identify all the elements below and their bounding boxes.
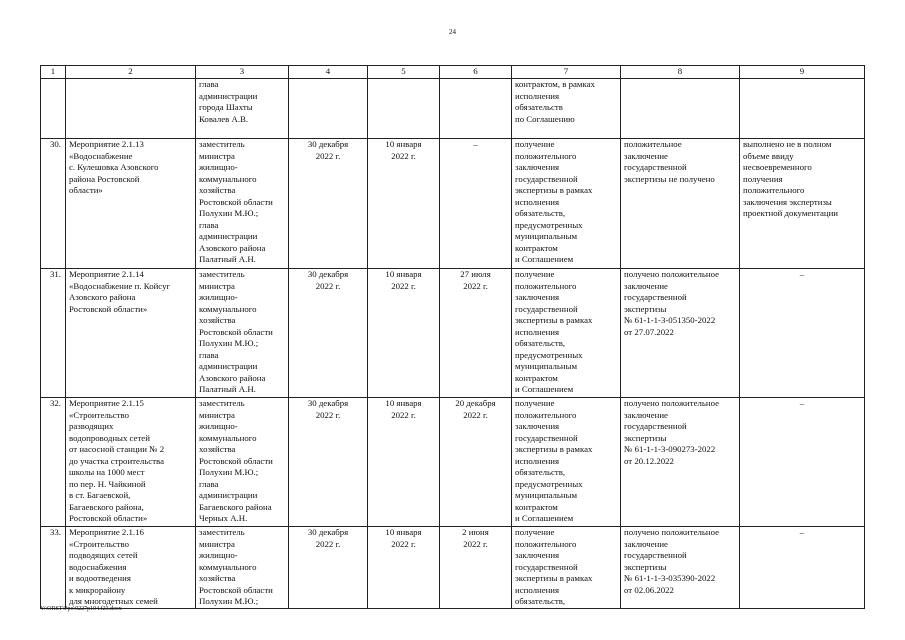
- planned-date-cell: 30 декабря 2022 г.: [289, 398, 368, 527]
- achieved-cell: получено положительное заключение государственной экспертизы № 61-1-1-3-051350-2022 от 27.07.2022: [621, 269, 740, 398]
- result-cell: получение положительного заключения государственной экспертизы в рамках исполнения обязательств, предусмотренных муниципальным контрактом и Соглашением: [512, 269, 621, 398]
- achieved-cell: получено положительное заключение государственной экспертизы № 61-1-1-3-035390-2022 от 02.06.2022: [621, 527, 740, 609]
- continuation-responsible: глава администрации города Шахты Ковалев А.В.: [196, 79, 289, 139]
- table-row: [41, 527, 865, 609]
- col-header-8: 8: [621, 66, 740, 79]
- result-cell: получение положительного заключения государственной экспертизы в рамках исполнения обязательств, предусмотренных муниципальным контрактом и Соглашением: [512, 398, 621, 527]
- col-header-9: 9: [740, 66, 865, 79]
- page-number: 24: [449, 28, 456, 36]
- row-number: 31.: [41, 269, 66, 398]
- col-header-6: 6: [440, 66, 512, 79]
- notes-cell: –: [740, 398, 865, 527]
- table-row: [41, 398, 865, 527]
- continuation-row: [41, 79, 865, 139]
- responsible-cell: заместитель министра жилищно- коммунального хозяйства Ростовской области Полухин М.Ю.; глава администрации Азовского района Палатный А.Н.: [196, 269, 289, 398]
- result-cell: получение положительного заключения государственной экспертизы в рамках исполнения обязательств,: [512, 527, 621, 609]
- planned-date-cell: 30 декабря 2022 г.: [289, 139, 368, 269]
- col-header-2: 2: [66, 66, 196, 79]
- plan-start-cell: 10 января 2022 г.: [368, 269, 440, 398]
- planned-date-cell: 30 декабря 2022 г.: [289, 527, 368, 609]
- plan-start-cell: 10 января 2022 г.: [368, 527, 440, 609]
- achieved-cell: получено положительное заключение государственной экспертизы № 61-1-1-3-090273-2022 от 20.12.2022: [621, 398, 740, 527]
- continuation-result: контрактом, в рамках исполнения обязательств по Соглашению: [512, 79, 621, 139]
- col-header-7: 7: [512, 66, 621, 79]
- event-cell: Мероприятие 2.1.13 «Водоснабжение с. Кулешовка Азовского района Ростовской области»: [66, 139, 196, 269]
- actual-date-cell: 27 июля 2022 г.: [440, 269, 512, 398]
- plan-start-cell: 10 января 2022 г.: [368, 398, 440, 527]
- actual-date-cell: 2 июня 2022 г.: [440, 527, 512, 609]
- notes-cell: –: [740, 527, 865, 609]
- event-cell: Мероприятие 2.1.16 «Строительство подводящих сетей водоснабжения и водоотведения к микрорайону для многодетных семей: [66, 527, 196, 609]
- file-path-footer: Y:\ORST\Ppo\0227p104.f23.docx: [40, 606, 122, 612]
- table-row: [41, 269, 865, 398]
- responsible-cell: заместитель министра жилищно- коммунального хозяйства Ростовской области Полухин М.Ю.;: [196, 527, 289, 609]
- col-header-5: 5: [368, 66, 440, 79]
- notes-cell: –: [740, 269, 865, 398]
- event-cell: Мероприятие 2.1.15 «Строительство разводящих водопроводных сетей от насосной станции № 2 до участка строительства школы на 1000 мест по пер. Н. Чайкиной в ст. Багаевской, Багаевского района, Ростовской области»: [66, 398, 196, 527]
- responsible-cell: заместитель министра жилищно- коммунального хозяйства Ростовской области Полухин М.Ю.; глава администрации Азовского района Палатный А.Н.: [196, 139, 289, 269]
- result-cell: получение положительного заключения государственной экспертизы в рамках исполнения обязательств, предусмотренных муниципальным контрактом и Соглашением: [512, 139, 621, 269]
- row-number: 32.: [41, 398, 66, 527]
- row-number: 33.: [41, 527, 66, 609]
- notes-cell: выполнено не в полном объеме ввиду несвоевременного получения положительного заключения экспертизы проектной документации: [740, 139, 865, 269]
- achieved-cell: положительное заключение государственной экспертизы не получено: [621, 139, 740, 269]
- table-row: [41, 139, 865, 269]
- col-header-4: 4: [289, 66, 368, 79]
- col-header-3: 3: [196, 66, 289, 79]
- row-number: 30.: [41, 139, 66, 269]
- planned-date-cell: 30 декабря 2022 г.: [289, 269, 368, 398]
- plan-start-cell: 10 января 2022 г.: [368, 139, 440, 269]
- actual-date-cell: –: [440, 139, 512, 269]
- actual-date-cell: 20 декабря 2022 г.: [440, 398, 512, 527]
- event-cell: Мероприятие 2.1.14 «Водоснабжение п. Койсуг Азовского района Ростовской области»: [66, 269, 196, 398]
- responsible-cell: заместитель министра жилищно- коммунального хозяйства Ростовской области Полухин М.Ю.; глава администрации Багаевского района Черных А.Н.: [196, 398, 289, 527]
- col-header-1: 1: [41, 66, 66, 79]
- column-number-row: [41, 66, 865, 79]
- report-table: [40, 65, 865, 609]
